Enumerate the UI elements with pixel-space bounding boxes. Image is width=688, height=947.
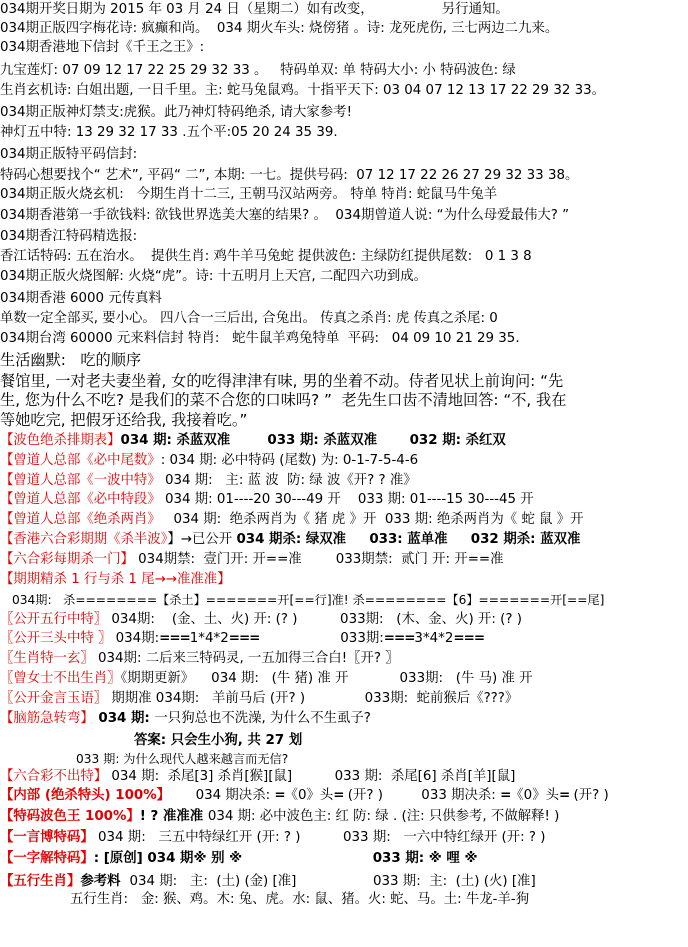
text-line-4 [0, 82, 605, 100]
text-segment: 生肖玄机诗: 白姐出题, 一日千里。主: 蛇马兔鼠鸡。十指平天下: 03 04 07 12 13 17 22 29 32 33。 [0, 83, 606, 98]
text-segment: 〖生肖特一玄〗 [0, 651, 94, 666]
text-segment: 034期香港地下信封《千王之王》: [0, 40, 205, 55]
text-segment: 034 期: 三五中特绿红开 (开: ? ) 033 期: 一六中特红绿开 (开: ? ) [93, 830, 546, 845]
text-segment: 五行生肖: 金: 猴、鸡。木: 兔、虎。水: 鼠、猪。火: 蛇、马。土: 牛龙-羊-狗 [70, 892, 530, 907]
text-segment: ! ? 准准准 [139, 809, 208, 824]
text-segment: = [559, 788, 570, 803]
text-line-1 [0, 20, 558, 38]
text-segment: 【内部 (绝杀特头) 100%】 [0, 788, 171, 803]
text-segment: 1*4*2 [189, 631, 229, 646]
text-line-36 [134, 732, 302, 750]
text-segment: 034期正版火烧玄机: 今期生肖十二三, 王朝马汉站两旁。 特单 特肖: 蛇鼠马牛兔羊 [0, 187, 498, 202]
text-line-41 [0, 829, 545, 847]
text-segment: 【一言博特码】 [0, 830, 94, 845]
text-line-31 [0, 630, 484, 648]
text-segment: === [228, 631, 260, 646]
text-line-25 [0, 511, 584, 529]
text-line-32 [0, 650, 399, 668]
text-line-10 [0, 207, 569, 225]
text-segment: 3*4*2 [414, 631, 454, 646]
text-segment: 等她吃完, 把假牙还给我, 我接着吃。” [0, 411, 248, 429]
text-segment: 〖公开五行中特〗 [0, 612, 108, 627]
text-segment: 034 期: 主: 蓝 波 防: 绿 波《开? ? 准》 [160, 473, 417, 488]
text-segment: 034 期: 绝杀两肖为《 猪 虎 》开 033 期: 绝杀两肖为《 蛇 鼠 》开 [160, 512, 584, 527]
text-line-27 [0, 551, 504, 569]
text-segment: 【曾道人总部《一波中特》 [0, 473, 161, 488]
text-segment: 【曾道人总部《必中尾数》 [0, 453, 161, 468]
text-segment: (开? ) 033 期决杀: [343, 788, 501, 803]
text-segment: 单数一定全部买, 要小心。 四八合一三后出, 合兔出。 传真之杀肖: 虎 传真之杀尾: 0 [0, 311, 498, 326]
text-segment: 〖公开三头中特 〗 [0, 631, 112, 646]
text-segment: 034 期决杀: [170, 788, 275, 803]
text-segment: 【一字解特码】 [0, 851, 94, 866]
text-segment: 034 期: 01----20 30---49 开 033 期: 01----15 30---45 开 [160, 492, 534, 507]
text-segment: 034期禁: 壹门开: 开==准 033期禁: 贰门 开: 开==准 [133, 552, 504, 567]
text-segment: 034期: (金、土、火) 开: (? ) 033期: (木、金、火) 开: (? ) [107, 612, 522, 627]
text-line-15 [0, 310, 498, 328]
text-segment: 034期正版火烧图解: 火烧“虎”。诗: 十五明月上天宫, 二配四六功到成。 [0, 269, 428, 284]
text-segment: === [453, 631, 485, 646]
text-line-18 [0, 371, 563, 391]
text-segment: 034 期: 主: (土) (金) [准] 033 期: 主: (土) (火) [准] [125, 874, 536, 889]
text-line-5 [0, 104, 352, 122]
text-segment: 【特码波色王 100%】 [0, 809, 140, 824]
text-line-24 [0, 491, 534, 509]
text-line-30 [0, 611, 522, 629]
text-segment: = [274, 788, 285, 803]
text-segment: 另行通知。 [373, 2, 509, 17]
text-segment: 034 期: 杀蓝双准 033 期: 杀蓝双准 032 期: 杀红双 [120, 433, 506, 448]
text-segment: 034期正版神灯禁支:虎猴。此乃神灯特码绝杀, 请大家参考! [0, 105, 352, 120]
text-line-20 [0, 410, 247, 430]
text-segment: 033期: [259, 631, 384, 646]
text-segment: 【曾道人总部《必中特段》 [0, 492, 161, 507]
text-segment: 〖曾女士不出生肖〗 [0, 671, 121, 686]
text-line-8 [0, 167, 578, 185]
text-line-29 [12, 591, 604, 609]
text-segment: 九宝莲灯: 07 09 12 17 22 25 29 32 33 。 特码单双: 单 特码大小: 小 特码波色: 绿 [0, 63, 516, 78]
text-line-7 [0, 146, 137, 164]
text-line-22 [0, 452, 418, 470]
text-segment: 034期香港第一手欲钱料: 欲钱世界选美大塞的结果? 。 034期曾道人说: “为什么母爱最伟大? ” [0, 208, 570, 223]
text-line-33 [0, 670, 533, 688]
text-line-42 [0, 850, 478, 868]
text-segment: 034 期: [93, 711, 155, 726]
text-segment: 神灯五中特: 13 29 32 17 33 .五个平:05 20 24 35 39. [0, 125, 338, 140]
text-line-35 [0, 710, 371, 728]
text-segment: 034期香江特码精选报: [0, 229, 138, 244]
text-segment: 参考料 [80, 874, 126, 889]
text-segment: : 034 期: 必中特码 (尾数) 为: 0-1-7-5-4-6 [160, 453, 419, 468]
text-segment: === [383, 631, 415, 646]
text-segment: 034 期: 必中波色主: 红 防: 绿 . (注: 只供参考, 不做解释! ) [207, 809, 560, 824]
text-line-23 [0, 472, 417, 490]
text-segment: 【曾道人总部《绝杀两肖》 [0, 512, 161, 527]
text-segment: 034期开奖日期为 2015 年 03 月 24 日（星期二）如有改变， [0, 2, 374, 17]
text-line-6 [0, 124, 338, 142]
text-segment: 【六合彩不出特】 [0, 769, 108, 784]
text-line-40 [0, 808, 559, 826]
text-segment: 034期: 杀========【杀土】=======开[==行]准! 杀========【6】=======开[==尾] [12, 593, 605, 607]
text-segment: 034期正版四字梅花诗: 疯癫和尚。 034 期火车头: 烧傍猪 。诗: 龙死虎伤, 三七两边二九来。 [0, 21, 559, 36]
text-line-19 [0, 390, 566, 410]
text-segment: 034期香港 6000 元传真料 [0, 291, 162, 306]
text-segment: = [500, 788, 511, 803]
text-line-43 [0, 873, 536, 891]
text-line-13 [0, 268, 427, 286]
text-segment: 【脑筋急转弯】 [0, 711, 94, 726]
text-line-9 [0, 186, 497, 204]
text-segment: 香江话特码: 五在治水。 提供生肖: 鸡牛羊马兔蛇 提供波色: 主绿防红提供尾数: 0 1 3 8 [0, 249, 532, 264]
text-line-14 [0, 290, 162, 308]
text-segment: 餐馆里, 一对老夫妻坐着, 女的吃得津津有味, 男的坐着不动。侍者见状上前询问: “先 [0, 372, 564, 390]
text-line-26 [0, 531, 580, 549]
text-segment: 答案: 只会生小狗, 共 27 划 [134, 733, 303, 748]
text-segment: 034 期杀: 绿双准 033: 蓝单准 032 期杀: 蓝双准 [236, 532, 581, 547]
text-segment: 特码心想要找个“ 艺术”, 平码“ 二”, 本期: 一七。提供号码: 07 12 17 22 26 27 29 32 33 38。 [0, 168, 579, 183]
text-segment: 〖公开金言玉语〗 [0, 691, 108, 706]
text-segment: 034期: 二后来三特码灵, 一五加得三合白!〖开? 〗 [93, 651, 399, 666]
text-segment: 034期正版特平码信封: [0, 147, 138, 162]
text-line-34 [0, 690, 518, 708]
text-line-2 [0, 39, 204, 57]
text-line-39 [0, 787, 609, 805]
text-line-28 [0, 571, 231, 589]
text-line-38 [0, 768, 515, 786]
text-segment: 生活幽默: 吃的顺序 [0, 351, 142, 369]
text-segment: 【五行生肖】 [0, 874, 81, 889]
text-segment: 【波色绝杀排期表】 [0, 433, 121, 448]
text-line-0 [0, 1, 509, 19]
text-line-44 [70, 891, 529, 909]
text-segment: = [333, 788, 344, 803]
text-line-17 [0, 350, 141, 370]
text-segment: 】→已公开 [167, 532, 237, 547]
text-line-12 [0, 248, 532, 266]
text-segment: 一只狗总也不洗澡, 为什么不生虱子? [154, 711, 371, 726]
text-segment: 生, 您为什么不吃? 是我们的菜不合您的口味吗? ” 老先生口齿不清地回答: “不, 我在 [0, 391, 567, 409]
text-line-16 [0, 330, 520, 348]
text-line-11 [0, 228, 137, 246]
text-segment: (开? ) [569, 788, 609, 803]
text-segment: 【香港六合彩期期《杀半波》 [0, 532, 168, 547]
text-segment: 034期台湾 60000 元来料信封 特肖: 蛇牛鼠羊鸡兔特单 平码: 04 09 10 21 29 35. [0, 331, 520, 346]
text-segment: 034 期: 杀尾[3] 杀肖[猴][鼠] 033 期: 杀尾[6] 杀肖[羊][鼠] [107, 769, 516, 784]
text-segment: : [原创] 034 期※ 别 ※ 033 期: ※ 哩 ※ [93, 851, 478, 866]
text-segment: === [159, 631, 190, 646]
text-segment: 【期期精杀 1 行与杀 1 尾→→准准准】 [0, 572, 231, 587]
text-segment: 034期: [111, 631, 160, 646]
text-segment: 《期期更新》 034 期: (牛 猪) 准 开 033期: (牛 马) 准 开 [120, 671, 533, 686]
text-line-37 [76, 750, 288, 768]
text-line-21 [0, 432, 506, 450]
text-segment: 033 期: 为什么现代人越来越言而无信? [76, 752, 289, 766]
text-segment: 《0》头 [284, 788, 334, 803]
text-line-3 [0, 62, 516, 80]
text-segment: 《0》头 [510, 788, 559, 803]
text-segment: 期期准 034期: 羊前马后 (开? ) 033期: 蛇前猴后《???》 [107, 691, 519, 706]
text-segment: 【六合彩每期杀一门】 [0, 552, 134, 567]
